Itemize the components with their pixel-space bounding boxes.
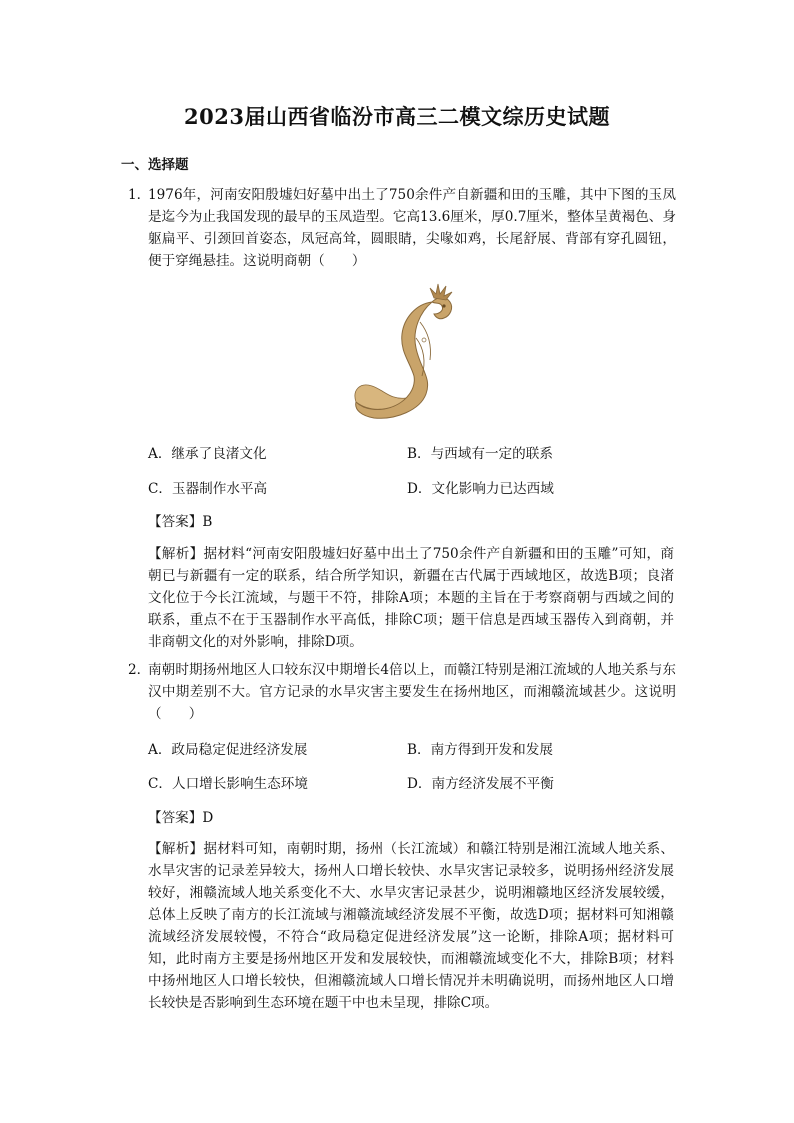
jade-phoenix-image [350, 282, 470, 427]
analysis: 【解析】据材料可知，南朝时期，扬州（长江流域）和赣江特别是湘江流域人地关系、水旱灾害的记录差异较大，扬州人口增长较快、水旱灾害记录较多，说明扬州经济发展较好，湘赣流域人地关系变化不大、水旱灾害记录甚少，说明湘赣地区经济发展较缓，总体上反映了南方的长江流域与湘赣流域经济发展不平衡，故选D项；据材料可知湘赣流域经济发展较慢，不符合“政局稳定促进经济发展”这一论断，排除A项；据材料可知，此时南方主要是扬州地区开发和发展较快，而湘赣流域变化不大，排除B项；材料中扬州地区人口增长较快，但湘赣流域人口增长情况并未明确说明，而扬州地区人口增长较快是否影响到生态环境在题干中也未呈现，排除C项。 [148, 841, 674, 1011]
answer: 【答案】B [148, 514, 213, 530]
option-c: C．玉器制作水平高 [148, 481, 268, 497]
question-number: 2． [128, 662, 151, 678]
option-b: B．南方得到开发和发展 [407, 742, 553, 758]
option-c: C．人口增长影响生态环境 [148, 776, 308, 792]
answer: 【答案】D [148, 810, 214, 826]
analysis: 【解析】据材料“河南安阳殷墟妇好墓中出土了750余件产自新疆和田的玉雕”可知，商朝已与新疆有一定的联系，结合所学知识，新疆在古代属于西域地区，故选B项；良渚文化位于今长江流域，与题干不符，排除A项；本题的主旨在于考察商朝与西域之间的联系，重点不在于玉器制作水平高低，排除C项；题干信息是西域玉器传入到商朝，并非商朝文化的对外影响，排除D项。 [148, 546, 674, 650]
option-b: B．与西域有一定的联系 [407, 446, 553, 462]
question-number: 1． [128, 187, 151, 203]
question-stem: 南朝时期扬州地区人口较东汉中期增长4倍以上，而赣江特别是湘江流域的人地关系与东汉中期差别不大。官方记录的水旱灾害主要发生在扬州地区，而湘赣流域甚少。这说明（ ） [148, 662, 676, 722]
option-d: D．南方经济发展不平衡 [407, 776, 554, 792]
question-stem: 1976年，河南安阳殷墟妇好墓中出土了750余件产自新疆和田的玉雕，其中下图的玉凤是迄今为止我国发现的最早的玉凤造型。它高13.6厘米，厚0.7厘米，整体呈黄褐色、身躯扁平、引颈回首姿态，凤冠高耸，圆眼睛，尖喙如鸡，长尾舒展、背部有穿孔圆钮，便于穿绳悬挂。这说明商朝（ ） [148, 187, 676, 269]
option-d: D．文化影响力已达西域 [407, 481, 554, 497]
section-heading: 一、选择题 [121, 157, 189, 173]
question-2 [128, 659, 676, 725]
page-title: 2023届山西省临汾市高三二模文综历史试题 [184, 104, 610, 129]
option-a: A．继承了良渚文化 [148, 446, 267, 462]
question-1 [128, 184, 676, 272]
option-a: A．政局稳定促进经济发展 [148, 742, 308, 758]
